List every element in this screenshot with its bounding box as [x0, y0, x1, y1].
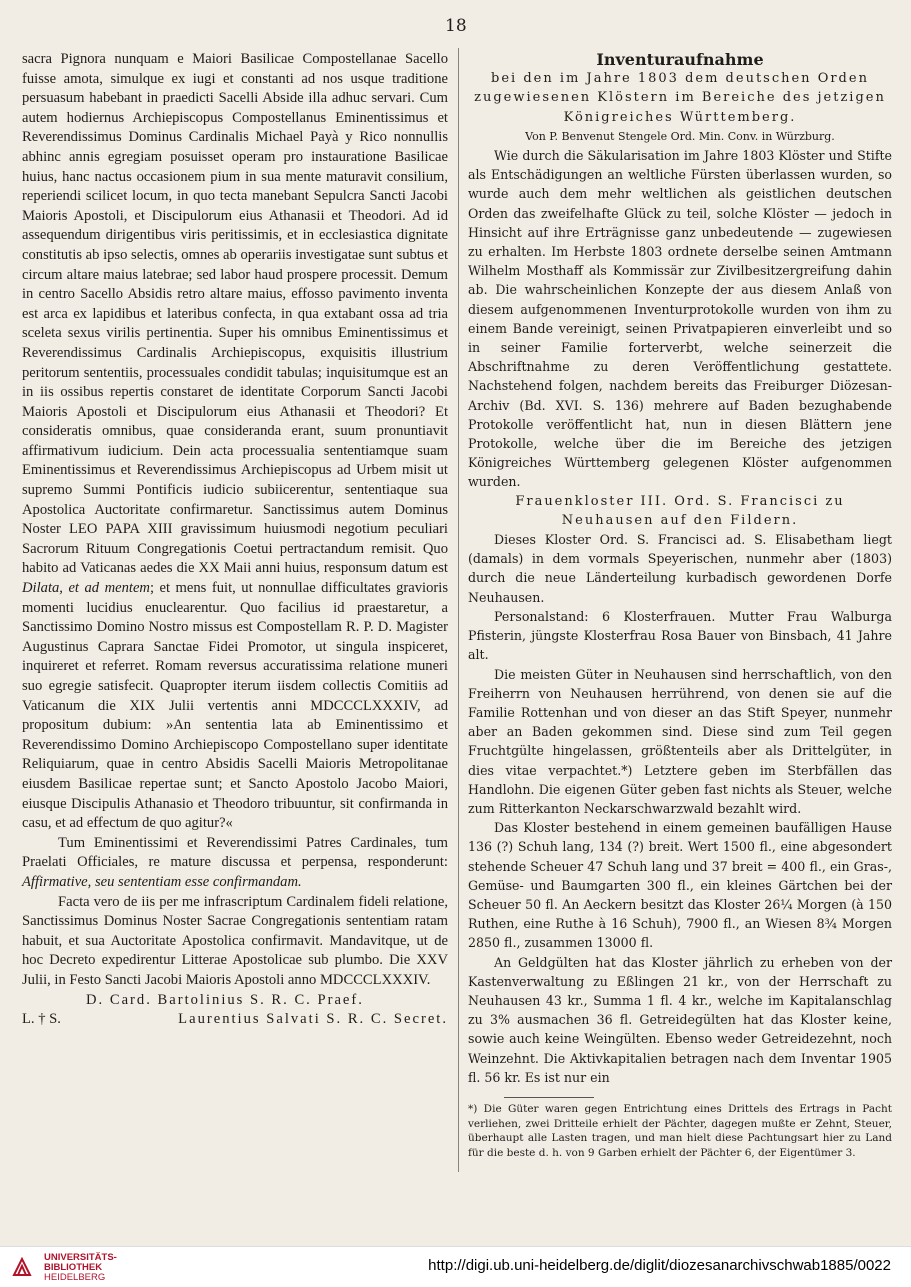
library-logo-icon[interactable] — [10, 1255, 34, 1279]
german-paragraph-4: Das Kloster bestehend in einem gemeinen baufälligen Hause 136 (?) Schuh lang, 134 (?) breit. Wert 1500 fl., eine abgesondert stehende Scheuer 47 Schuh lang und 37 breit = 400 fl., ein Gras-, Gemüse- und Baumgarten 300 fl., ein kleines Gärtchen bei der Scheuer 50 fl. An Aeckern besitzt das Kloster 26¼ Morgen (à 150 Ruthen, eine Ruthe à 16 Schuh), 7900 fl., an Wiesen 8¾ Morgen 2850 fl., zusammen 13000 fl. — [468, 820, 892, 951]
latin-text-2: ; et mens fuit, ut nonnullae difficultates gravioris momenti lucidius enuclearentur. Quo facilius id praestaretur, a Sanctissimo Domino Nostro missus est Compostellam R. P. D. Magister Augustinus Caprara Sanctae Fidei Promotor, ut singula inspiceret, inquireret et referret. Romam reversus accuratissima relatione muneri suo egregie satisfecit. Quapropter iterum iisdem collectis Comitiis ad Vaticanum die XIX Julii vertentis anni MDCCCLXXXIV, ad propositum dubium: »An sententia lata ab Eminentissimo et Reverendissimo Domino Archiepiscopo Compostellano super identitate Reliquiarum, quae in centro Absidis Sacelli Maioris Metropolitanae eiusdem Basilicae repertae sunt; et Sancto Apostolo Jacobo Maiori, eiusque Discipulis Athanasio et Theodoro tribuuntur, sit confirmanda in casu, et ad effectum de quo agitur?« — [22, 580, 448, 832]
latin-paragraph-1 — [22, 50, 448, 834]
latin-column — [22, 50, 448, 1030]
library-name — [44, 1253, 117, 1283]
library-name-line-3: HEIDELBERG — [44, 1272, 106, 1283]
footer-bar — [0, 1246, 911, 1287]
signature-secretary: Laurentius Salvati S. R. C. Secret. — [178, 1011, 448, 1028]
section-heading: Frauenkloster III. Ord. S. Francisci zu Neuhausen auf den Fildern. — [515, 493, 845, 528]
article-byline: Von P. Benvenut Stengele Ord. Min. Conv. in Würzburg. — [525, 129, 835, 143]
latin-paragraph-3: Facta vero de iis per me infrascriptum Cardinalem fideli relatione, Sanctissimus Dominus Noster Sacrae Congregationis sententiam ratam habuit, et sua Auctoritate Apostolica confirmavit. Mandavitque, ut de hoc Decreto expedirentur Litterae Apostolicae sub plumbo. Die XXV Julii, in Festo Sancti Jacobi Maioris Apostoli anno MDCCCLXXXIV. — [22, 893, 448, 988]
signature-row — [22, 1010, 448, 1030]
dilata-italic: Dilata, et ad mentem — [22, 580, 150, 597]
permalink-url[interactable]: http://digi.ub.uni-heidelberg.de/diglit/diozesanarchivschwab1885/0022 — [428, 1257, 891, 1274]
german-paragraph-5: An Geldgülten hat das Kloster jährlich zu erheben von der Kastenverwaltung zu Eßlingen 21 kr., von der Herrschaft zu Neuhausen 43 kr., Summa 1 fl. 4 kr., welche im Kapitalanschlag zu 3% ausmachen 36 fl. Getreidegülten hat das Kloster keine, sowie auch keine Weingülten. Ebenso weder Getreidezehnt, noch Weinzehnt. Die Aktivkapitalien betragen nach dem Inventar 1905 fl. 56 kr. Es ist nur ein — [468, 954, 892, 1085]
article-title: Inventuraufnahme — [596, 50, 764, 69]
affirmative-italic: Affirmative, seu sententiam esse confirmandam. — [22, 873, 302, 890]
latin-text-1: sacra Pignora nunquam e Maiori Basilicae Compostellanae Sacello fuisse amota, simulque ex iugi et constanti ad nos usque traditione persuasum habebant in praedicti Sacelli Abside illa adhuc servari. Cum autem hodiernus Archiepiscopus Compostellanus Eminentissimus et Reverendissimus Dominus Cardinalis Michael Payà y Rico nonnullis abhinc annis egregiam posuisset operam pro instauratione Basilicae huius, hanc nactus occasionem pium in sua mente maturavit consilium, reperiendi scilicet locum, in quo tecta manebant Sepulcra Sancti Jacobi Maioris Apostoli, et Discipulorum eius Athanasii et Theodori. Ad id assequendum dirigentibus viris peritissimis, et in ecclesiastica dignitate constitutis ab ipso selectis, omnes ab operariis investigatae sunt subtus et circum altare maius latebrae; sed labor haud prospere processit. Demum in centro Sacello Absidis retro altare maius, effosso pavimento inventa est arca ex lapidibus et lateribus confecta, in qua extabant ossa ad tria sceleta sexus virilis pertinentia. Super his omnibus Eminentissimus et Reverendissimus Cardinalis Archiepiscopus, exquisitis illustrium peritorum sententiis, processuales condidit tabulas; inquisitumque est an in iis ossibus repertis constaret de identitate Corporum Sancti Jacobi Maioris Apostoli et Discipulorum eius Athanasii et Theodori? Et consideratis omnibus, quae consideranda erant, suum pronuntiavit affirmativum iudicium. Dein acta processualia sententiamque suam Eminentissimus et Reverendissimus Archiepiscopus ad Urbem misit ut supremo Summi Pontificis iudicio subiicerentur, sententiaque sua Apostolica Auctoritate confirmaretur. Sanctissimus autem Dominus Noster LEO PAPA XIII gravissimum huiusmodi negotium peculiari Sacrorum Rituum Congregationis Coetui pertractandum remisit. Quo habito ad Vaticanas aedes die XX Maii anni huius, responsum datum est — [22, 51, 448, 577]
page-number: 18 — [445, 16, 467, 36]
column-divider — [458, 48, 459, 1172]
latin-text-3: Tum Eminentissimi et Reverendissimi Patres Cardinales, tum Praelati Officiales, re mature discussa et perpensa, responderunt: — [22, 834, 448, 871]
german-column — [468, 50, 892, 1160]
intro-paragraph: Wie durch die Säkularisation im Jahre 1803 Klöster und Stifte als Entschädigungen an weltliche Fürsten überlassen wurden, so wurde auch dem mehr weltlichen als geistlichen deutschen Orden das zweifelhafte Glück zu teil, solche Klöster — jedoch in Hinsicht auf ihre Erträgnisse ganz unbedeutende — zugewiesen zu erhalten. Im Herbste 1803 ordnete derselbe seinen Amtmann Wilhelm Mosthaff als Kommissär zur Zivilbesitzergreifung dahin ab. Die wahrscheinlichen Konzepte der aus diesem Anlaß von diesem aufgenommenen Inventurprotokolle wurden von ihm zu einem Bande vereinigt, seinen Privatpapieren einverleibt und so in seiner Familie forterverbt, welche seinerzeit die Abschriftnahme zu deren Veröffentlichung gestattete. Nachstehend folgen, nachdem bereits das Freiburger Diözesan-Archiv (Bd. XVI. S. 136) mehrere auf Baden bezughabende Protokolle veröffentlicht hat, nun in diesen Blättern jene Protokolle, welche über die im Bereiche des jetzigen Königreiches Württemberg gelegenen Klöster aufgenommen wurden. — [468, 148, 892, 490]
german-paragraph-2: Personalstand: 6 Klosterfrauen. Mutter Frau Walburga Pfisterin, jüngste Klosterfrau Rosa Bauer von Binsbach, 41 Jahre alt. — [468, 608, 892, 663]
german-paragraph-1: Dieses Kloster Ord. S. Francisci ad. S. Elisabetham liegt (damals) in dem vormals Speyerischen, nunmehr aber (1803) durch die neue Länderteilung kurbadisch gewordenen Dorfe Neuhausen. — [468, 532, 892, 605]
article-subtitle: bei den im Jahre 1803 dem deutschen Orden zugewiesenen Klöstern im Bereiche des jetzigen Königreiches Württemberg. — [474, 71, 886, 125]
signature-cardinal: D. Card. Bartolinius S. R. C. Praef. — [86, 991, 364, 1008]
library-name-line-2: BIBLIOTHEK — [44, 1262, 103, 1273]
latin-paragraph-2 — [22, 834, 448, 893]
footnote-rule — [504, 1097, 594, 1098]
library-name-line-1: UNIVERSITÄTS- — [44, 1252, 117, 1263]
seal-mark: L. † S. — [22, 1011, 61, 1028]
footnote: *) Die Güter waren gegen Entrichtung eines Drittels des Ertrags in Pacht verliehen, zwei Dritteile erhielt der Pächter, dagegen mußte er Zehnt, Steuer, überhaupt alle Lasten tragen, und man hielt diese Pachtungsart hier zu Land für die beste d. h. von 9 Garben erhielt der Pächter 6, der Eigentümer 3. — [468, 1102, 892, 1159]
german-paragraph-3: Die meisten Güter in Neuhausen sind herrschaftlich, von den Freiherrn von Neuhausen herrührend, von denen sie auf die Familie Rottenhan und von dieser an das Stift Speyer, nunmehr aber an Baden gekommen sind. Diese sind zum Teil gegen Fruchtgülte hingelassen, größtenteils aber als Drittelgüter, in dies vitae verpachtet.*) Letztere geben im Sterbfällen das Handlohn. Die eigenen Güter geben fast nichts als Steuer, welche zum Ritterkanton Neckarschwarzwald bezahlt wird. — [468, 666, 892, 816]
